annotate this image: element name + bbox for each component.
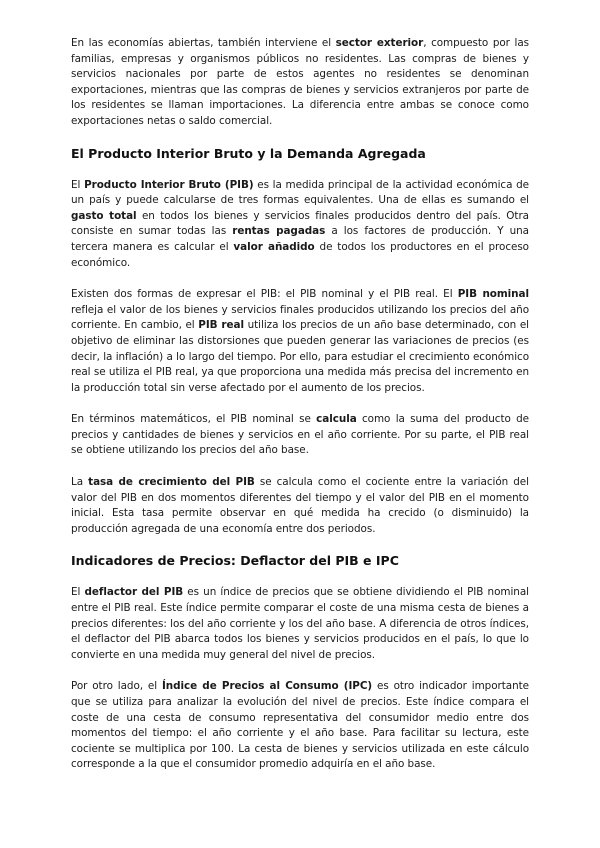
text: es un índice de precios que se obtiene dividiendo el PIB nominal entre el PIB real. Este índice permite comparar el coste de una misma cesta de bienes a precios diferentes: los del año corriente y los del año base. A diferencia de otros índices, el deflactor del PIB abarca todos los bienes y servicios producidos en el país, lo que lo convierte en una medida muy general del nivel de precios. [71,586,529,661]
text: El [71,178,85,191]
section-heading-indicadores: Indicadores de Precios: Deflactor del PIB e IPC [71,553,399,569]
text: es otro indicador importante que se utiliza para analizar la evolución del nivel de precios. Este índice compara el coste de una cesta de consumo representativa del consumidor medio entre dos momentos del tiempo: el año corriente y el año base. Para facilitar su lectura, este cociente se multiplica por 100. La cesta de bienes y servicios utilizada en este cálculo corresponde a la que el consumidor promedio adquiría en el año base. [71,680,529,771]
text: En las economías abiertas, también interviene el [71,37,336,49]
bold-term: calcula [316,413,357,426]
bold-term: rentas pagadas [232,225,326,238]
paragraph-deflactor [71,585,529,663]
text: , compuesto por las familias, empresas y organismos públicos no residentes. Las compras de bienes y servicios nacionales por parte de estos agentes no residentes se denominan exportaciones, mientras que las compras de bienes y servicios extranjeros por parte de los residentes se llaman importaciones. La diferencia entre ambas se conoce como exportaciones netas o saldo comercial. [71,37,530,127]
bold-term: deflactor del PIB [84,586,184,599]
bold-term: valor añadido [233,240,315,253]
document-body [71,36,529,789]
paragraph-pib-calculo [71,412,529,459]
text: como la suma del producto de precios y cantidades de bienes y servicios en el año corriente. Por su parte, el PIB real se obtiene utilizando los precios del año base. [71,413,530,457]
paragraph-tasa-crecimiento [71,475,529,537]
text: se calcula como el cociente entre la variación del valor del PIB en dos momentos diferentes del tiempo y el valor del PIB en el momento inicial. Esta tasa permite observar en qué medida ha crecido (o disminuido) la producción agregada de una economía entre dos periodos. [71,476,529,535]
text: es la medida principal de la actividad económica de un país y puede calcularse de tres formas equivalentes. Una de ellas es sumando el [71,178,530,207]
text: Existen dos formas de expresar el PIB: el PIB nominal y el PIB real. El [71,288,458,301]
bold-term: Producto Interior Bruto (PIB) [84,178,254,191]
paragraph-pib-definition [71,178,529,272]
bold-term: Índice de Precios al Consumo (IPC) [161,680,373,693]
paragraph-sector-exterior [71,36,529,130]
text: de todos los productores en el proceso económico. [71,240,529,269]
bold-term: PIB real [198,319,244,332]
text: En términos matemáticos, el PIB nominal se [71,413,317,426]
text: El [71,586,85,599]
bold-term: sector exterior [335,37,424,49]
text: refleja el valor de los bienes y servicios finales producidos utilizando los precios del año corriente. En cambio, el [71,303,529,332]
text: en todos los bienes y servicios finales producidos dentro del país. Otra consiste en sumar todas las [71,209,529,238]
bold-term: gasto total [71,209,137,222]
bold-term: PIB nominal [457,288,529,301]
text: La [71,476,89,489]
paragraph-pib-nominal-real [71,287,529,396]
text: Por otro lado, el [71,680,162,693]
text: utiliza los precios de un año base determinado, con el objetivo de eliminar las distorsiones que pueden generar las variaciones de precios (es decir, la inflación) a lo largo del tiempo. Por ello, para estudiar el crecimiento económico real se utiliza el PIB real, ya que proporciona una medida más precisa del incremento en la producción total sin verse afectado por el aumento de los precios. [71,319,529,394]
text: a los factores de producción. Y una tercera manera es calcular el [71,225,529,253]
paragraph-ipc [71,679,529,773]
bold-term: tasa de crecimiento del PIB [88,476,255,489]
section-heading-pib: El Producto Interior Bruto y la Demanda Agregada [71,145,426,161]
